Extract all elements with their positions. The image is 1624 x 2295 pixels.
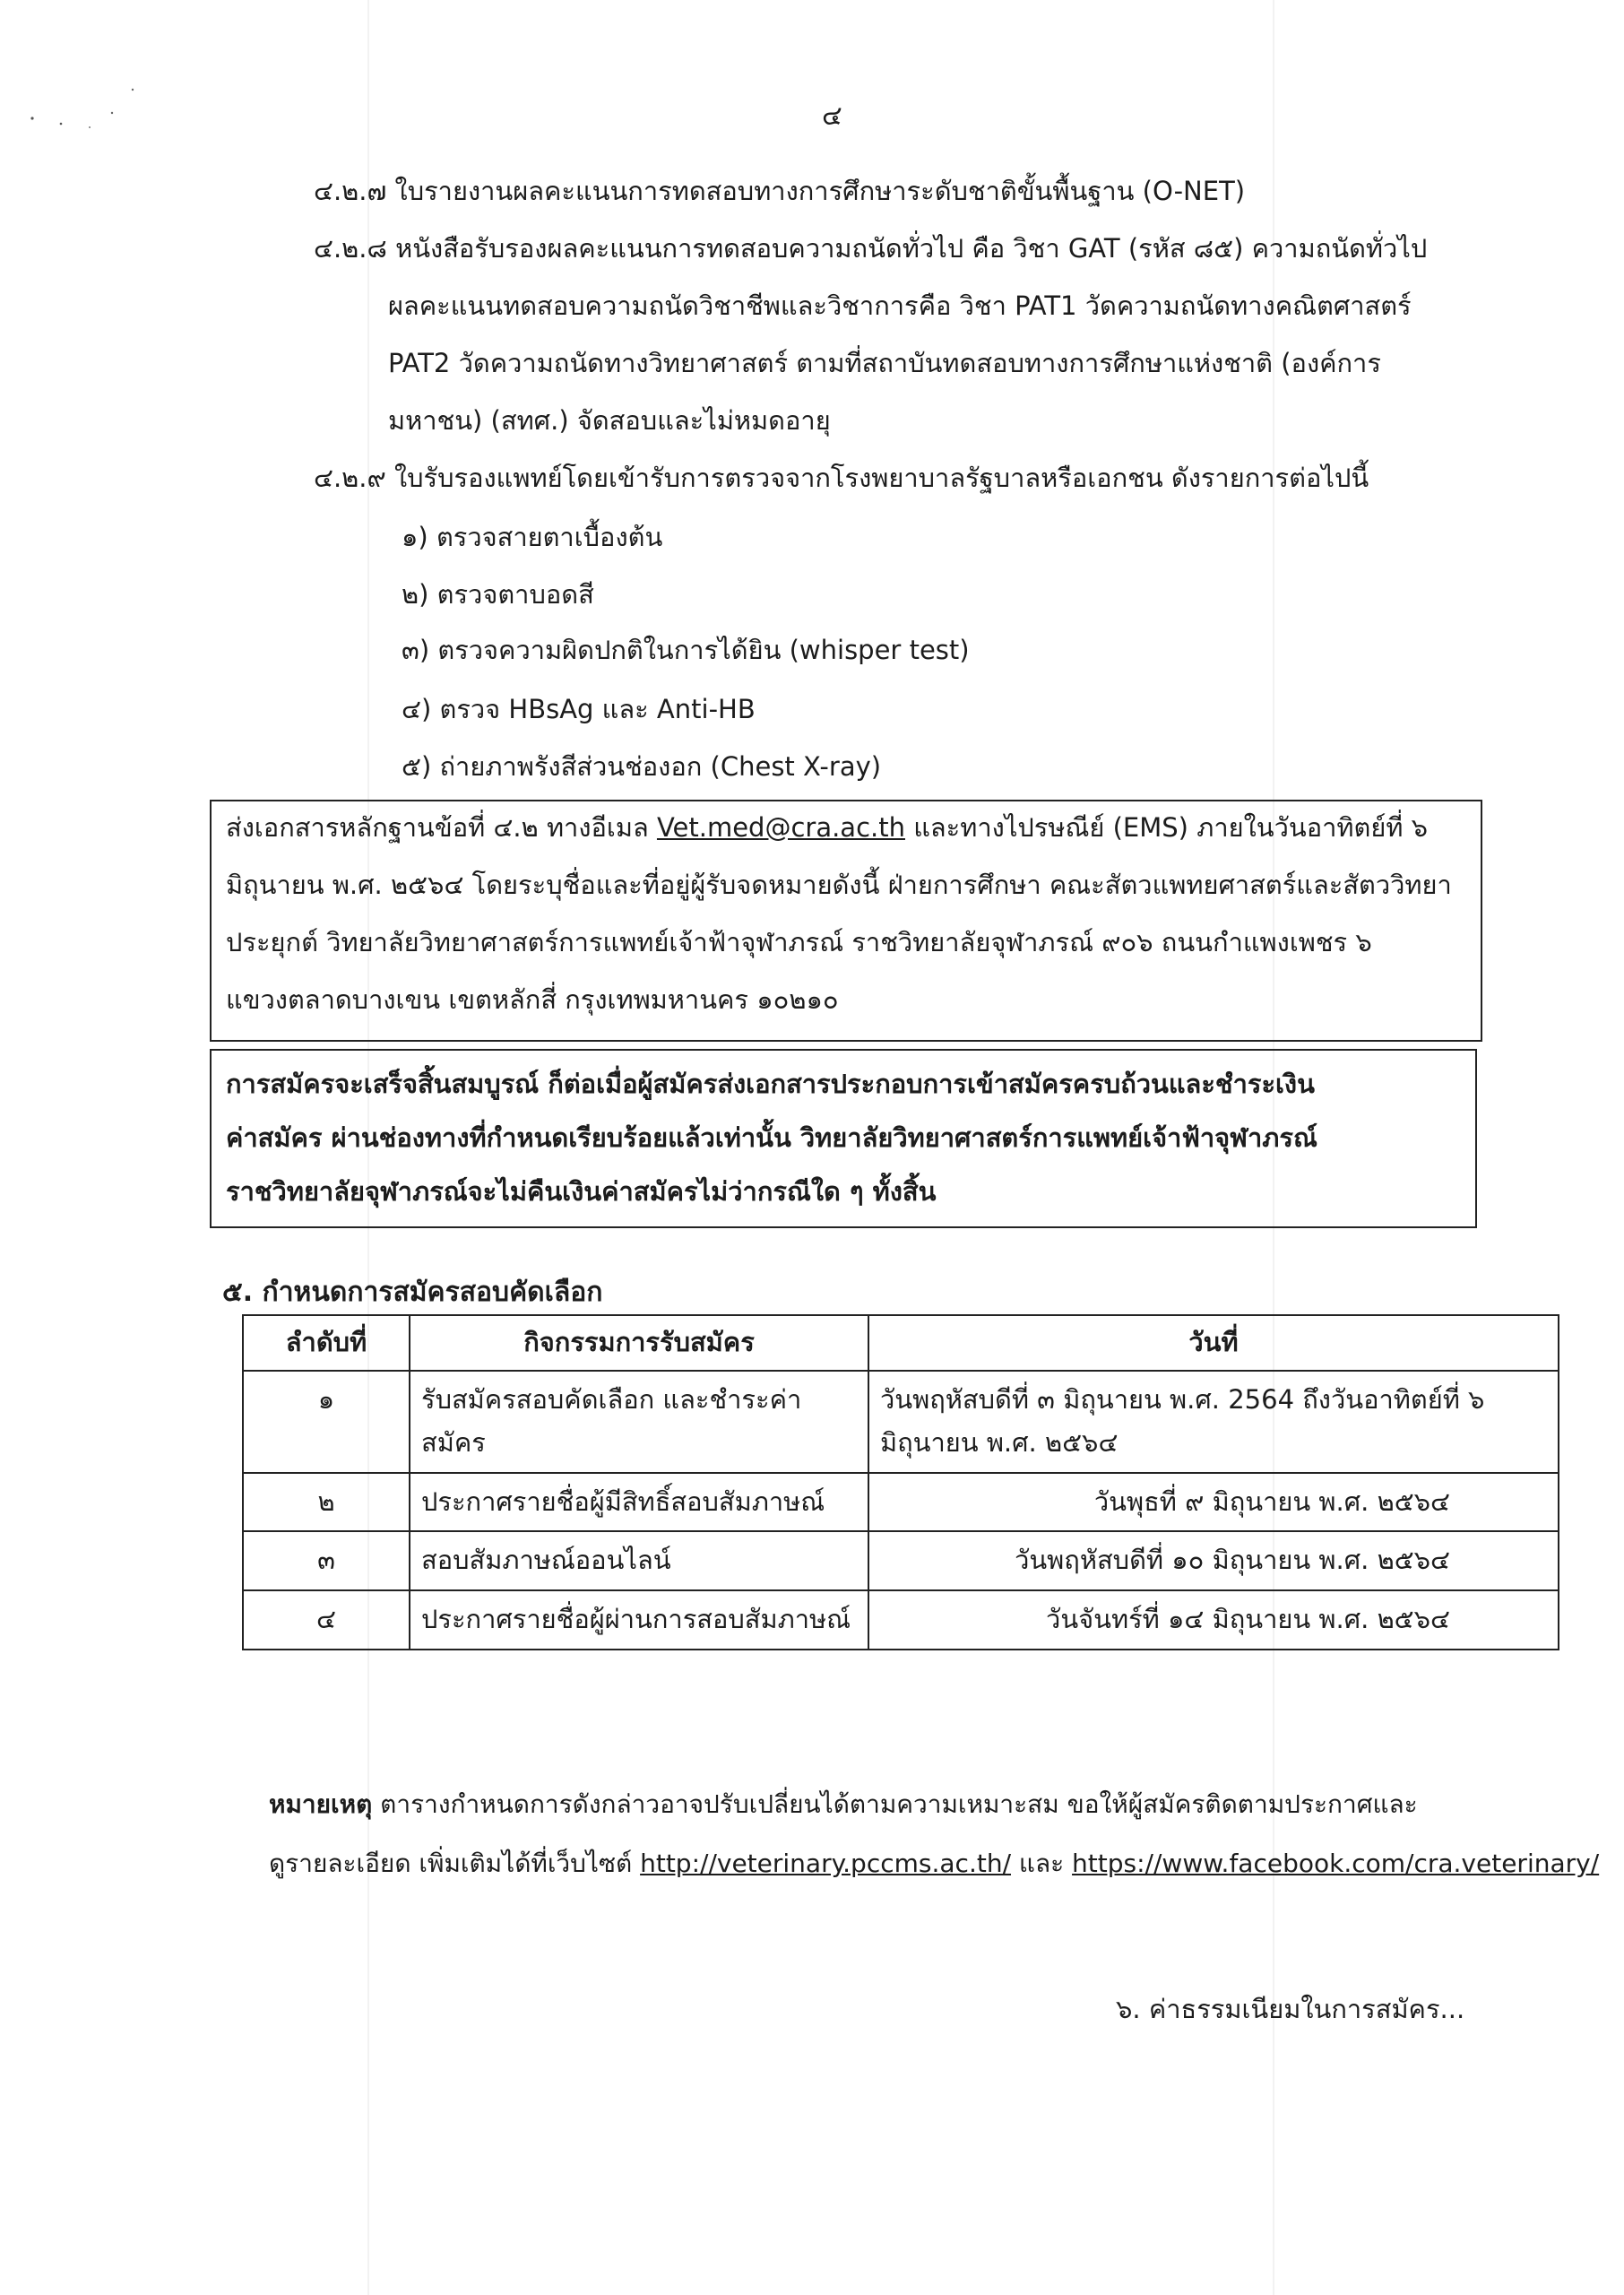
section-5-title: ๕. กำหนดการสมัครสอบคัดเลือก: [222, 1277, 603, 1308]
table-row: [243, 1371, 1559, 1473]
website-link[interactable]: http://veterinary.pccms.ac.th/: [640, 1849, 1011, 1878]
table-row: [243, 1473, 1559, 1532]
sub-item: ๒) ตรวจตาบอดสี: [402, 579, 594, 610]
item-number: ๔.๒.๙: [314, 463, 386, 493]
row-number: ๓: [243, 1531, 410, 1590]
note-line-1: [269, 1789, 1418, 1820]
submission-line-2: มิถุนายน พ.ศ. ๒๕๖๔ โดยระบุชื่อและที่อยู่ผู้รับจดหมายดังนี้ ฝ่ายการศึกษา คณะสัตวแพทยศาสตร์และสัตววิทยา: [226, 870, 1452, 900]
page-number: ๔: [822, 100, 842, 132]
header-date: วันที่: [868, 1315, 1559, 1371]
submission-line-3: ประยุกต์ วิทยาลัยวิทยาศาสตร์การแพทย์เจ้าฟ้าจุฬาภรณ์ ราชวิทยาลัยจุฬาภรณ์ ๙๐๖ ถนนกำแพงเพชร ๖: [226, 927, 1372, 957]
note-line-2: [269, 1849, 1599, 1879]
sub-item: ๑) ตรวจสายตาเบื้องต้น: [402, 522, 663, 552]
header-activity: กิจกรรมการรับสมัคร: [410, 1315, 868, 1371]
notice-line-1: การสมัครจะเสร็จสิ้นสมบูรณ์ ก็ต่อเมื่อผู้สมัครส่งเอกสารประกอบการเข้าสมัครครบถ้วนและชำระเงิน: [226, 1069, 1315, 1099]
item-4-2-9: [314, 463, 1369, 494]
item-continuation: PAT2 วัดความถนัดทางวิทยาศาสตร์ ตามที่สถาบันทดสอบทางการศึกษาแห่งชาติ (องค์การ: [388, 348, 1381, 378]
row-activity: ประกาศรายชื่อผู้มีสิทธิ์สอบสัมภาษณ์: [410, 1473, 868, 1532]
row-activity: รับสมัครสอบคัดเลือก และชำระค่าสมัคร: [410, 1371, 868, 1473]
submission-line-1: [226, 812, 1428, 844]
row-number: ๒: [243, 1473, 410, 1532]
row-date: วันพฤหัสบดีที่ ๓ มิถุนายน พ.ศ. 2564 ถึงวันอาทิตย์ที่ ๖ มิถุนายน พ.ศ. ๒๕๖๔: [868, 1371, 1559, 1473]
item-text: ใบรายงานผลคะแนนการทดสอบทางการศึกษาระดับชาติขั้นพื้นฐาน (O-NET): [394, 176, 1246, 206]
facebook-link[interactable]: https://www.facebook.com/cra.veterinary/: [1072, 1849, 1600, 1878]
row-date: วันจันทร์ที่ ๑๔ มิถุนายน พ.ศ. ๒๕๖๔: [868, 1590, 1559, 1650]
table-row: [243, 1531, 1559, 1590]
note-text: ดูรายละเอียด เพิ่มเติมได้ที่เว็บไซต์: [269, 1849, 641, 1878]
item-number: ๔.๒.๗: [314, 176, 387, 206]
notice-line-2: ค่าสมัคร ผ่านช่องทางที่กำหนดเรียบร้อยแล้วเท่านั้น วิทยาลัยวิทยาศาสตร์การแพทย์เจ้าฟ้าจุฬาภรณ์: [226, 1122, 1317, 1153]
row-date: วันพุธที่ ๙ มิถุนายน พ.ศ. ๒๕๖๔: [868, 1473, 1559, 1532]
completion-notice-box: [210, 1049, 1477, 1228]
item-continuation: ผลคะแนนทดสอบความถนัดวิชาชีพและวิชาการคือ วิชา PAT1 วัดความถนัดทางคณิตศาสตร์: [388, 290, 1412, 321]
header-order: ลำดับที่: [243, 1315, 410, 1371]
item-text: ใบรับรองแพทย์โดยเข้ารับการตรวจจากโรงพยาบาลรัฐบาลหรือเอกชน ดังรายการต่อไปนี้: [393, 463, 1369, 493]
item-4-2-8: [314, 233, 1427, 264]
note-label: หมายเหตุ: [269, 1789, 373, 1819]
row-number: ๑: [243, 1371, 410, 1473]
row-date: วันพฤหัสบดีที่ ๑๐ มิถุนายน พ.ศ. ๒๕๖๔: [868, 1531, 1559, 1590]
submission-box: [210, 800, 1482, 1042]
scan-speck-marks: [27, 81, 143, 134]
continuation-reference: ๖. ค่าธรรมเนียมในการสมัคร...: [1116, 1994, 1465, 2024]
sub-item: ๕) ถ่ายภาพรังสีส่วนช่องอก (Chest X-ray): [402, 751, 882, 782]
note-text: และ: [1011, 1849, 1073, 1878]
schedule-table: [242, 1314, 1559, 1650]
row-activity: ประกาศรายชื่อผู้ผ่านการสอบสัมภาษณ์: [410, 1590, 868, 1650]
note-text: ตารางกำหนดการดังกล่าวอาจปรับเปลี่ยนได้ตามความเหมาะสม ขอให้ผู้สมัครติดตามประกาศและ: [372, 1789, 1418, 1819]
submission-text: ส่งเอกสารหลักฐานข้อที่ ๔.๒ ทางอีเมล: [226, 812, 657, 843]
item-continuation: มหาชน) (สทศ.) จัดสอบและไม่หมดอายุ: [388, 405, 831, 436]
sub-item: ๓) ตรวจความผิดปกติในการได้ยิน (whisper test): [402, 635, 970, 665]
table-header-row: [243, 1315, 1559, 1371]
row-activity: สอบสัมภาษณ์ออนไลน์: [410, 1531, 868, 1590]
submission-line-4: แขวงตลาดบางเขน เขตหลักสี่ กรุงเทพมหานคร ๑๐๒๑๐: [226, 984, 839, 1015]
item-number: ๔.๒.๘: [314, 233, 387, 264]
table-row: [243, 1590, 1559, 1650]
notice-line-3: ราชวิทยาลัยจุฬาภรณ์จะไม่คืนเงินค่าสมัครไม่ว่ากรณีใด ๆ ทั้งสิ้น: [226, 1176, 937, 1207]
item-4-2-7: [314, 176, 1245, 207]
submission-text: และทางไปรษณีย์ (EMS) ภายในวันอาทิตย์ที่ ๖: [905, 812, 1429, 843]
row-number: ๔: [243, 1590, 410, 1650]
item-text: หนังสือรับรองผลคะแนนการทดสอบความถนัดทั่วไป คือ วิชา GAT (รหัส ๘๕) ความถนัดทั่วไป: [395, 233, 1428, 264]
email-link[interactable]: Vet.med@cra.ac.th: [656, 812, 905, 843]
sub-item: ๔) ตรวจ HBsAg และ Anti-HB: [402, 694, 756, 724]
